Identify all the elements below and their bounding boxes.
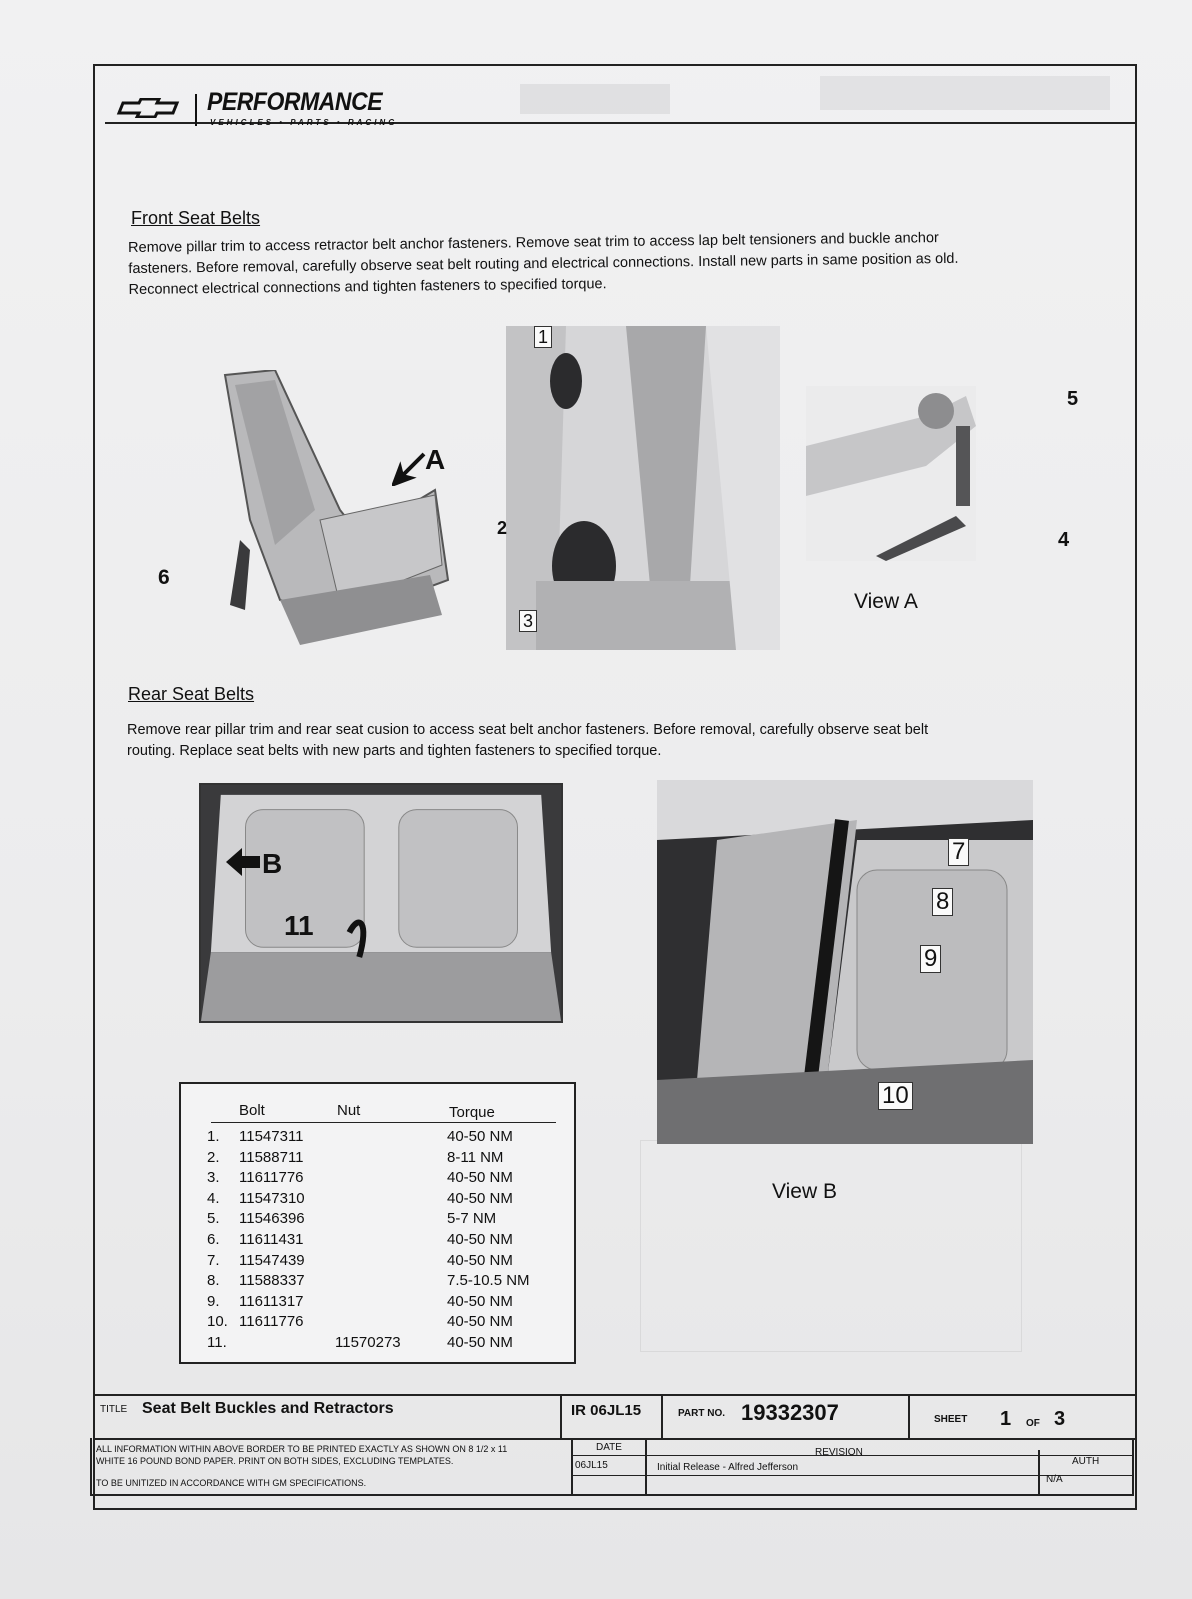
rear-instructions [127,720,928,762]
torque-value: 7.5-10.5 NM [447,1272,530,1290]
torque-value: 40-50 NM [447,1292,513,1310]
torque-value: 40-50 NM [447,1334,513,1351]
callout-a: A [425,444,446,475]
bolt-part-number: 11546396 [239,1210,305,1228]
view-a-photo [806,386,976,561]
bowtie-icon [115,98,185,118]
arrow-b-icon [226,848,262,876]
view-a-label: View A [854,590,918,613]
auth-label: AUTH [1072,1456,1100,1467]
torque-value: 8-11 NM [447,1148,504,1166]
torque-value: 40-50 NM [447,1251,513,1269]
sheet-total: 3 [1054,1408,1066,1430]
revision-text: Initial Release - Alfred Jefferson [657,1462,799,1473]
row-number: 6. [207,1231,220,1248]
bolt-part-number: 11547311 [239,1128,304,1145]
print-notice: WHITE 16 POUND BOND PAPER. PRINT ON BOTH SIDES, EXCLUDING TEMPLATES. [96,1456,454,1466]
row-number: 5. [207,1210,220,1228]
callout-11: 11 [284,910,314,941]
row-number: 1. [207,1128,220,1145]
bolt-part-number: 11588337 [239,1272,305,1290]
callout-9: 9 [920,945,941,973]
document-title: Seat Belt Buckles and Retractors [142,1400,394,1417]
torque-value: 40-50 NM [447,1313,513,1331]
torque-value: 5-7 NM [447,1210,497,1228]
date-label: DATE [596,1442,622,1453]
bolt-part-number: 11611776 [239,1169,304,1187]
torque-value: 40-50 NM [447,1128,513,1145]
front-seat-belts-heading: Front Seat Belts [131,208,261,228]
row-number: 7. [207,1251,220,1269]
print-notice: ALL INFORMATION WITHIN ABOVE BORDER TO BE PRINTED EXACTLY AS SHOWN ON 8 1/2 x 11 [96,1444,508,1454]
part-no-label: PART NO. [678,1408,726,1419]
title-label: TITLE [100,1404,128,1415]
title-block-divider [908,1394,910,1440]
logo-brand: PERFORMANCE [207,88,383,116]
bolt-part-number: 11611317 [239,1292,304,1310]
auth-value: N/A [1046,1474,1063,1485]
bolt-part-number: 11547439 [239,1251,305,1269]
chevrolet-performance-logo [115,88,405,132]
callout-8: 8 [932,888,953,916]
sheet-number: 1 [1000,1408,1012,1430]
front-seat-photo [220,370,450,655]
row-number: 10. [207,1313,228,1331]
of-label: OF [1026,1418,1040,1429]
front-instructions [128,228,959,301]
callout-2: 2 [497,518,508,538]
rear-instructions-line: Remove rear pillar trim and rear seat cusion to access seat belt anchor fasteners. Before removal, carefully observe seat belt [127,722,929,738]
callout-6: 6 [158,566,170,589]
rear-seat-belts-heading: Rear Seat Belts [128,684,255,704]
torque-table [179,1082,576,1364]
sheet-label: SHEET [934,1414,968,1425]
callout-1: 1 [534,326,552,348]
ir-number: IR 06JL15 [571,1402,642,1419]
callout-3: 3 [519,610,537,632]
callout-4: 4 [1058,529,1070,551]
pillar-retractor-photo [506,326,780,650]
torque-value: 40-50 NM [447,1189,513,1207]
revision-label: REVISION [815,1447,863,1458]
revision-divider [571,1438,573,1496]
rear-instructions-line: routing. Replace seat belts with new parts and tighten fasteners to specified torque. [127,743,662,759]
revision-divider [1038,1450,1040,1496]
view-b-photo [657,780,1033,1144]
print-notice: TO BE UNITIZED IN ACCORDANCE WITH GM SPECIFICATIONS. [96,1478,367,1488]
revision-date: 06JL15 [575,1460,608,1471]
row-number: 9. [207,1292,220,1310]
front-instructions-line: Reconnect electrical connections and tighten fasteners to specified torque. [128,276,607,298]
logo-tagline: VEHICLES • PARTS • RACING [210,118,398,127]
arrow-a-icon [392,450,428,486]
row-number: 3. [207,1169,220,1187]
view-b-label: View B [772,1180,837,1203]
title-block-divider [661,1394,663,1440]
rear-seat-photo [199,783,563,1023]
torque-value: 40-50 NM [447,1169,513,1187]
torque-value: 40-50 NM [447,1231,513,1248]
row-number: 2. [207,1148,220,1166]
callout-b: B [262,848,283,879]
header-underline [211,1122,556,1123]
row-number: 11. [207,1334,227,1351]
bolt-header: Bolt [239,1102,265,1119]
bolt-part-number: 11588711 [239,1148,304,1166]
callout-10: 10 [878,1082,913,1110]
bolt-part-number: 11611431 [239,1231,304,1248]
part-number: 19332307 [741,1400,839,1425]
torque-header: Torque [449,1104,495,1121]
row-number: 4. [207,1189,220,1207]
callout-7: 7 [948,838,969,866]
logo-divider [195,94,197,126]
bolt-part-number: 11547310 [239,1189,305,1207]
callout-5: 5 [1067,388,1079,410]
row-number: 8. [207,1272,220,1290]
front-instructions-line: Remove pillar trim to access retractor belt anchor fasteners. Remove seat trim to access lap belt tensioners and buckle anchor [128,230,939,256]
bolt-part-number: 11611776 [239,1313,304,1331]
title-block-divider [560,1394,562,1440]
front-instructions-line: fasteners. Before removal, carefully observe seat belt routing and electrical connections. Install new parts in same position as old. [128,250,959,277]
nut-header: Nut [337,1102,361,1119]
revision-divider [645,1438,647,1496]
nut-part-number: 11570273 [335,1334,401,1351]
